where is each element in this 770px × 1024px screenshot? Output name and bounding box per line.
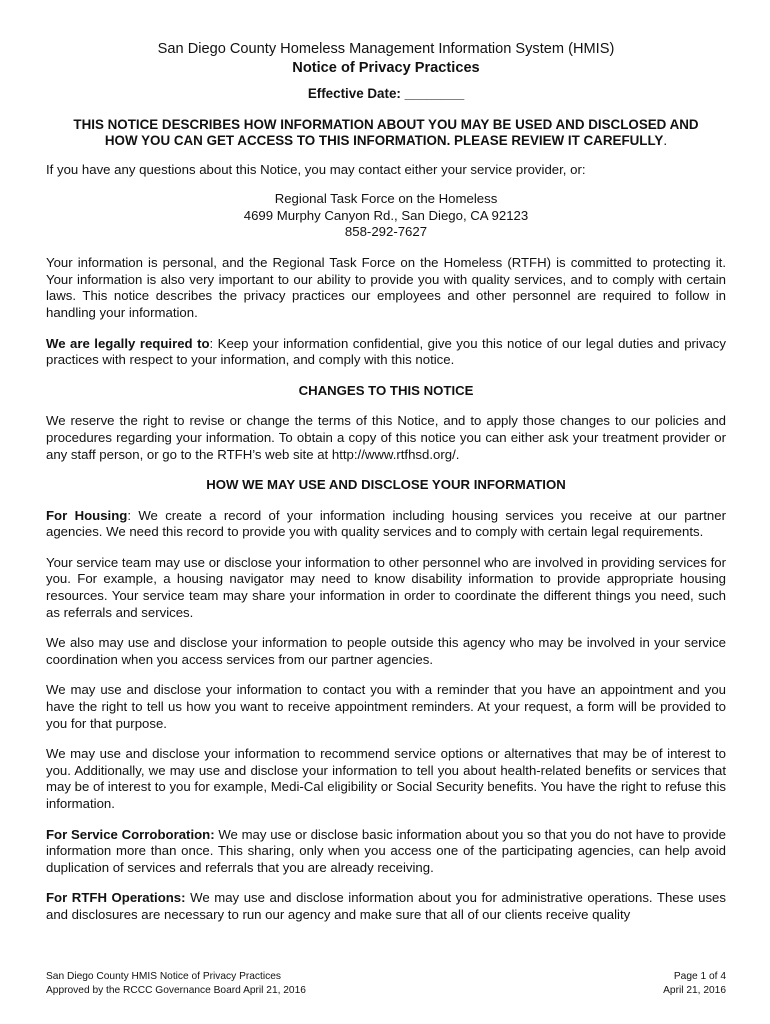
changes-paragraph: We reserve the right to revise or change the terms of this Notice, and to apply those changes to our policies and procedures regarding your information. To obtain a copy of this notice you can either ask your treatment provider or any staff person, or go to the RTFH’s web site at http://www.rtfhsd.org/. xyxy=(46,413,726,462)
operations-lead: For RTFH Operations: xyxy=(46,890,186,906)
questions-text: If you have any questions about this Notice, you may contact either your service provider, or: xyxy=(46,162,586,178)
notice-banner-line-1: THIS NOTICE DESCRIBES HOW INFORMATION ABOUT YOU MAY BE USED AND DISCLOSED AND xyxy=(73,116,699,132)
contact-address: 4699 Murphy Canyon Rd., San Diego, CA 92123 xyxy=(243,207,529,223)
notice-banner xyxy=(46,117,726,151)
service-team-paragraph: Your service team may use or disclose your information to other personnel who are involved in providing services for you. For example, a housing navigator may need to know disability information to provide appropriate housing resources. Your service team may share your information in order to coordinate the different things you need, such as referrals and services. xyxy=(46,554,726,620)
page-footer xyxy=(46,970,726,997)
changes-heading: CHANGES TO THIS NOTICE xyxy=(298,382,474,398)
legal-paragraph xyxy=(46,336,726,369)
contact-org: Regional Task Force on the Homeless xyxy=(274,190,498,206)
footer-document-name: San Diego County HMIS Notice of Privacy Practices xyxy=(46,971,281,982)
housing-text: : We create a record of your information including housing services you receive at our partner agencies. We need this record to provide you with quality services and to comply with certain legal requirements. xyxy=(46,507,726,540)
outside-agency-paragraph: We also may use and disclose your information to people outside this agency who may be involved in your service coordination when you access services from our partner agencies. xyxy=(46,635,726,667)
legal-text: : Keep your information confidential, give you this notice of our legal duties and privacy practices with respect to your information, and comply with this notice. xyxy=(46,335,726,368)
contact-block xyxy=(46,191,726,241)
housing-paragraph xyxy=(46,508,726,541)
legal-lead: We are legally required to xyxy=(46,335,210,351)
notice-banner-line-2-text: HOW YOU CAN GET ACCESS TO THIS INFORMATION. PLEASE REVIEW IT CAREFULLY xyxy=(104,133,664,149)
footer-left xyxy=(46,970,306,997)
use-heading: HOW WE MAY USE AND DISCLOSE YOUR INFORMATION xyxy=(206,477,566,493)
document-system-title: San Diego County Homeless Management Information System (HMIS) xyxy=(157,41,615,57)
footer-right xyxy=(663,970,726,997)
contact-phone: 858-292-7627 xyxy=(344,224,428,240)
document-page xyxy=(46,40,726,924)
corroboration-text: We may use or disclose basic information about you so that you do not have to provide information more than once. This sharing, only when you access one of the participating agencies, can help avoid duplication of services and referrals that you are already receiving. xyxy=(46,826,726,875)
recommend-paragraph: We may use and disclose your information to recommend service options or alternatives that may be of interest to you. Additionally, we may use and disclose your information to tell you about health-related benefits or services that may be of interest to you for example, Medi-Cal eligibility or Social Security benefits. You have the right to refuse this information. xyxy=(46,746,726,812)
operations-paragraph xyxy=(46,890,726,923)
reminder-paragraph: We may use and disclose your information to contact you with a reminder that you have an appointment and you have the right to tell us how you want to receive appointment reminders. At your request, a form will be provided to you for that purpose. xyxy=(46,682,726,731)
notice-banner-period: . xyxy=(663,133,668,149)
notice-banner-line-2 xyxy=(46,133,726,150)
corroboration-paragraph xyxy=(46,827,726,877)
operations-text: We may use and disclose information about you for administrative operations. These uses and disclosures are necessary to run our agency and make sure that all of our clients receive quality xyxy=(46,890,726,922)
footer-page-number: Page 1 of 4 xyxy=(673,971,726,982)
footer-approval: Approved by the RCCC Governance Board April 21, 2016 xyxy=(46,984,306,996)
intro-paragraph: Your information is personal, and the Regional Task Force on the Homeless (RTFH) is committed to protecting it. Your information is also very important to our ability to provide you with quality services, and to comply with certain laws. This notice describes the privacy practices our employees and other personnel are required to follow in handling your information. xyxy=(46,255,726,320)
footer-date: April 21, 2016 xyxy=(663,984,726,996)
corroboration-lead: For Service Corroboration: xyxy=(46,826,215,842)
effective-date: Effective Date: ________ xyxy=(307,86,465,101)
housing-lead: For Housing xyxy=(46,507,128,523)
document-title: Notice of Privacy Practices xyxy=(292,60,480,76)
